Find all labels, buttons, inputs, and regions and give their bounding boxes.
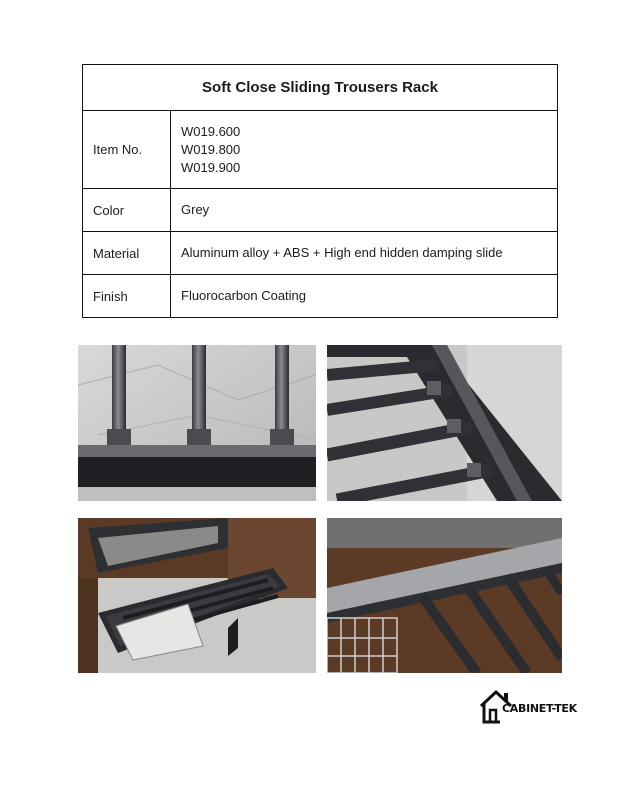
spec-table: [82, 64, 558, 318]
material-label: Material: [83, 232, 171, 275]
product-photo-cabinet-installed: [78, 518, 316, 673]
table-row-material: [83, 232, 558, 275]
color-value: Grey: [171, 189, 558, 232]
table-row-item-no: [83, 111, 558, 189]
item-no-value: W019.800: [181, 141, 241, 157]
item-no-values: [171, 111, 558, 189]
item-no-value: W019.600: [181, 123, 241, 139]
finish-value: Fluorocarbon Coating: [171, 275, 558, 318]
table-row-finish: [83, 275, 558, 318]
brand-logo-text: CABINET-TEK: [502, 702, 577, 715]
item-no-value: W019.900: [181, 159, 241, 175]
product-photo-frame-angle: [327, 345, 562, 501]
product-photo-rod-mounts: [78, 345, 316, 501]
item-no-label: Item No.: [83, 111, 171, 189]
table-title: Soft Close Sliding Trousers Rack: [83, 65, 558, 111]
material-value: Aluminum alloy + ABS + High end hidden damping slide: [171, 232, 558, 275]
finish-label: Finish: [83, 275, 171, 318]
color-label: Color: [83, 189, 171, 232]
brand-logo: [478, 688, 577, 728]
table-row-color: [83, 189, 558, 232]
product-photo-rail-detail: [327, 518, 562, 673]
